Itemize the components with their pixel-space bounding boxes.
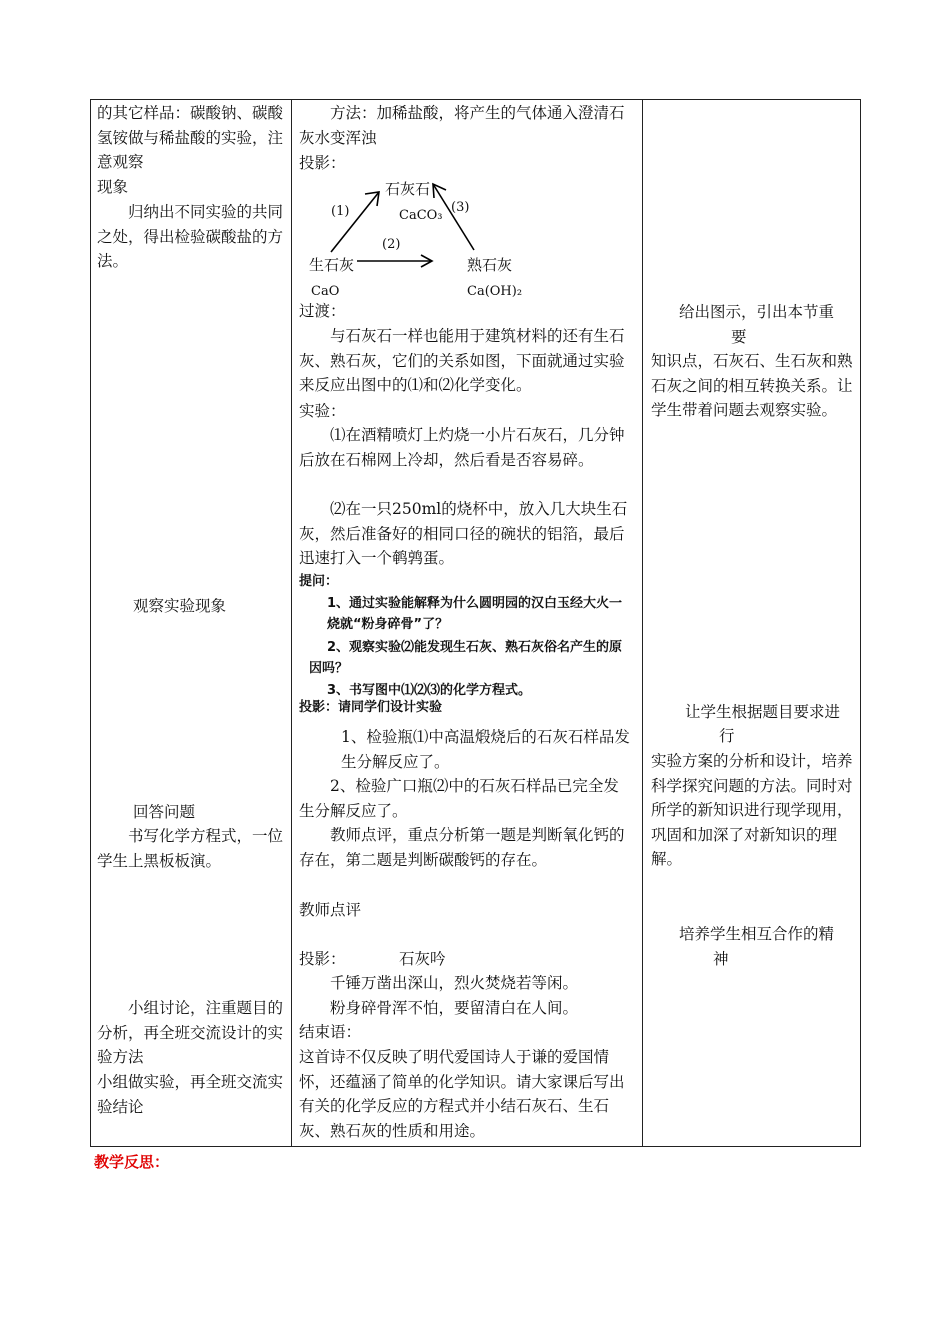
transition-text: 与石灰石一样也能用于建筑材料的还有生石灰、熟石灰，它们的关系如图，下面就通过实验来反应出图中的⑴和⑵化学变化。 (299, 327, 625, 394)
activity-text: 小组讨论，注重题目的分析，再全班交流设计的实验方法 (97, 999, 284, 1066)
reaction-label-1: (1) (331, 204, 350, 219)
limestone-formula: CaCO₃ (399, 208, 443, 223)
review-text: 教师点评，重点分析第一题是判断氧化钙的存在，第二题是判断碳酸钙的存在。 (299, 826, 625, 869)
activity-text: 归纳出不同实验的共同之处，得出检验碳酸盐的方法。 (97, 203, 284, 270)
experiment-1-text: ⑴在酒精喷灯上灼烧一小片石灰石，几分钟后放在石棉网上冷却，然后看是否容易碎。 (299, 426, 625, 469)
intent-text: 培养学生相互合作的精 (679, 925, 835, 943)
projection-label: 投影： (299, 154, 346, 172)
diagram-arrows (299, 172, 539, 302)
lime-conversion-diagram (299, 172, 539, 302)
column-divider (291, 100, 292, 1146)
design-projection: 投影：请同学们设计实验 (299, 700, 443, 715)
intent-text: 要 (731, 328, 747, 346)
question-3: 3、书写图中⑴⑵⑶的化学方程式。 (327, 683, 532, 698)
experiment-label: 实验： (299, 402, 346, 420)
activity-text: 观察实验现象 (133, 597, 227, 615)
intent-text: 给出图示，引出本节重 (679, 303, 835, 321)
activity-text: 回答问题 (133, 803, 196, 821)
poem-line-1: 千锤万凿出深山，烈火焚烧若等闲。 (330, 974, 579, 992)
teaching-reflection-heading: 教学反思： (94, 1153, 170, 1171)
experiment-2-text: ⑵在一只250ml的烧杯中，放入几大块生石灰，然后准备好的相同口径的碗状的铝箔，最后迅速打入一个鹌鹑蛋。 (299, 500, 628, 567)
activity-text: 的其它样品：碳酸钠、碳酸氢铵做与稀盐酸的实验，注意观察 (97, 104, 284, 171)
quicklime-formula: CaO (311, 284, 340, 299)
intent-text: 让学生根据题目要求进 (685, 703, 841, 721)
poem-title: 石灰吟 (399, 950, 446, 968)
lesson-table (90, 99, 861, 1147)
method-text: 方法：加稀盐酸，将产生的气体通入澄清石灰水变浑浊 (299, 104, 625, 147)
question-2: 2、观察实验⑵能发现生石灰、熟石灰俗名产生的原因吗？ (309, 640, 623, 676)
intent-text: 实验方案的分析和设计，培养科学探究问题的方法。同时对所学的新知识进行现学现用，巩固和加深了对新知识的理解。 (651, 752, 853, 868)
intent-text: 神 (713, 950, 729, 968)
intent-text: 行 (719, 727, 735, 745)
poem-line-2: 粉身碎骨浑不怕，要留清白在人间。 (330, 999, 579, 1017)
intent-text: 知识点，石灰石、生石灰和熟石灰之间的相互转换关系。让学生带着问题去观察实验。 (651, 352, 853, 419)
reaction-label-3: (3) (451, 200, 470, 215)
column-divider (642, 100, 643, 1146)
reaction-label-2: (2) (382, 237, 401, 252)
review-label: 教师点评 (299, 901, 362, 919)
closing-label: 结束语： (299, 1023, 362, 1041)
activity-text: 小组做实验，再全班交流实验结论 (97, 1073, 284, 1116)
question-label: 提问： (299, 574, 339, 589)
closing-text: 这首诗不仅反映了明代爱国诗人于谦的爱国情怀，还蕴涵了简单的化学知识。请大家课后写出有关的化学反应的方程式并小结石灰石、生石灰、熟石灰的性质和用途。 (299, 1048, 625, 1140)
quicklime-label: 生石灰 (309, 256, 355, 274)
slaked-lime-formula: Ca(OH)₂ (467, 284, 523, 299)
activity-text: 书写化学方程式，一位学生上黑板板演。 (97, 827, 284, 870)
activity-text: 现象 (97, 178, 129, 196)
question-1: 1、通过实验能解释为什么圆明园的汉白玉经大火一烧就“粉身碎骨”了？ (327, 596, 623, 632)
poem-projection-label: 投影： (299, 950, 346, 968)
limestone-label: 石灰石 (385, 180, 431, 198)
transition-label: 过渡： (299, 302, 346, 320)
design-task-1: 1、检验瓶⑴中高温煅烧后的石灰石样品发生分解反应了。 (341, 728, 630, 771)
slaked-lime-label: 熟石灰 (467, 256, 513, 274)
design-task-2: 2、检验广口瓶⑵中的石灰石样品已完全发生分解反应了。 (299, 777, 619, 820)
